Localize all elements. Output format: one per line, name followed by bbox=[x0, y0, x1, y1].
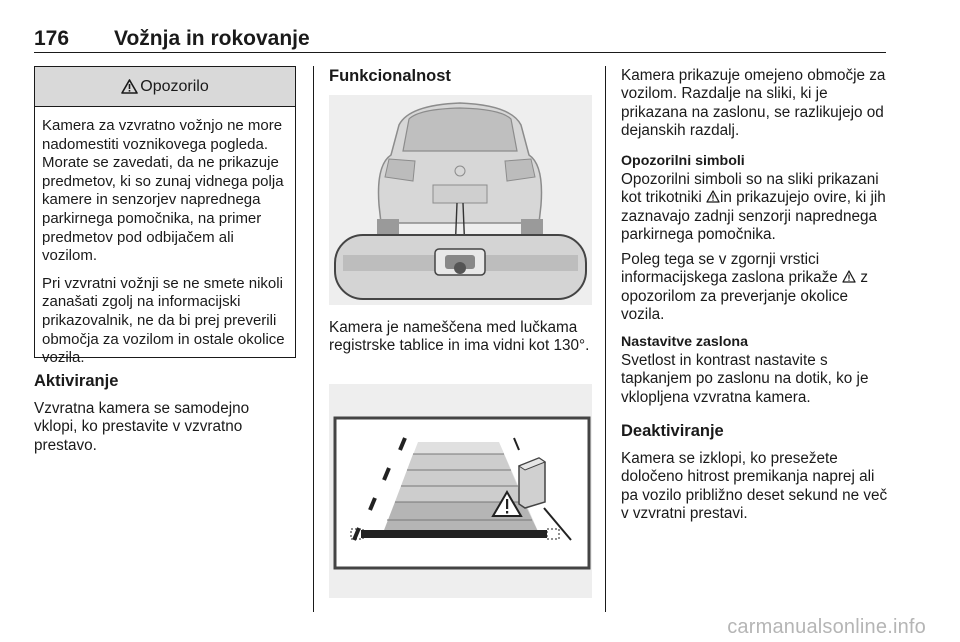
camera-display-illustration bbox=[329, 384, 592, 598]
activation-heading: Aktiviranje bbox=[34, 372, 119, 390]
watermark: carmanualsonline.info bbox=[727, 616, 926, 638]
activation-text: Vzvratna kamera se samodejno vklopi, ko prestavite v vzvratno prestavo. bbox=[34, 400, 250, 454]
page-title: Vožnja in rokovanje bbox=[114, 27, 310, 50]
rear-camera-car-illustration bbox=[329, 95, 592, 305]
function-caption: Kamera je nameščena med lučkama registrske tablice in ima vidni kot 130°. bbox=[329, 319, 590, 355]
top-row-text-end: z opozorilom za preverjanje okolice vozila. bbox=[621, 269, 868, 324]
symbols-text bbox=[621, 171, 893, 245]
warning-box bbox=[34, 66, 296, 367]
warning-triangle-icon bbox=[842, 270, 856, 283]
right-intro: Kamera prikazuje omejeno območje za vozilom. Razdalje na sliki, ki je prikazana na zaslonu, se razlikujejo od dejanskih razdalj. bbox=[621, 67, 886, 140]
display-settings-text: Svetlost in kontrast nastavite s tapkanjem po zaslonu na dotik, ko je vklopljena vzvratna kamera. bbox=[621, 352, 869, 406]
warning-triangle-icon bbox=[121, 79, 138, 94]
warning-paragraph: Kamera za vzvratno vožnjo ne more nadomestiti voznikovega pogleda. Morate se zavedati, da ne prikazuje predmetov, ki so zunaj vidnega polja kamere in senzorjev naprednega parkirnega pomočnika, na primer predmetov pod odbijačem ali vozilom. bbox=[42, 117, 284, 265]
top-row-text-start: Poleg tega se v zgornji vrstici informacijskega zaslona prikaže bbox=[621, 251, 838, 287]
symbols-heading: Opozorilni simboli bbox=[621, 153, 745, 169]
function-heading: Funkcionalnost bbox=[329, 67, 451, 85]
header-rule bbox=[34, 52, 886, 53]
warning-header bbox=[35, 67, 295, 107]
symbols-text-end: in prikazujejo ovire, ki jih zaznavajo zadnji senzorji naprednega parkirnega pomočnika. bbox=[621, 189, 886, 244]
display-settings-heading: Nastavitve zaslona bbox=[621, 334, 748, 350]
warning-triangle-icon bbox=[706, 190, 720, 203]
symbols-text-start: Opozorilni simboli so na sliki prikazani kot trikotniki bbox=[621, 171, 879, 207]
warning-body bbox=[35, 107, 295, 368]
column-divider-left bbox=[313, 66, 314, 612]
warning-paragraph: Pri vzvratni vožnji se ne smete nikoli zanašati zgolj na informacijski prikazovalnik, ne da bi prej preverili območja za vozilom in ostale okolice vozila. bbox=[42, 274, 285, 367]
deactivation-text: Kamera se izklopi, ko presežete določeno hitrost premikanja naprej ali pa vozilo približno deset sekund ne več v vzvratni prestavi. bbox=[621, 450, 888, 523]
top-row-text bbox=[621, 251, 891, 325]
deactivation-heading: Deaktiviranje bbox=[621, 422, 724, 440]
column-divider-right bbox=[605, 66, 606, 612]
warning-title: Opozorilo bbox=[140, 77, 209, 95]
page-number: 176 bbox=[34, 27, 70, 50]
